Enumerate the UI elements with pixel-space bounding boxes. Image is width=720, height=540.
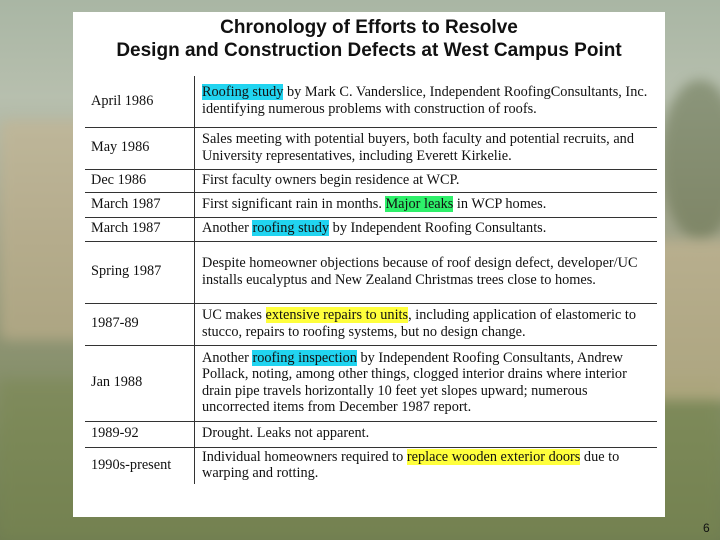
table-row [85, 192, 657, 217]
row-date: 1987-89 [85, 303, 195, 345]
row-description [195, 169, 658, 192]
description-text: Despite homeowner objections because of roof design defect, developer/UC installs eucalyptus and New Zealand Christmas trees close to homes. [202, 255, 638, 288]
description-text: by Independent Roofing Consultants. [329, 220, 547, 237]
row-description [195, 241, 658, 303]
table-row [85, 76, 657, 127]
row-description [195, 217, 658, 241]
description-text: UC makes [202, 307, 266, 323]
row-date: 1990s-present [85, 447, 195, 484]
highlighted-text: Major leaks [385, 195, 454, 212]
description-text: Sales meeting with potential buyers, both faculty and potential recruits, and University representatives, including Everett Kirkelie. [202, 131, 634, 164]
highlighted-text: roofing inspection [252, 349, 357, 366]
row-description [195, 127, 658, 169]
table-row [85, 447, 657, 484]
row-description [195, 447, 658, 484]
table-row [85, 345, 657, 421]
description-text: First significant rain in months. [202, 195, 386, 212]
row-date: April 1986 [85, 76, 195, 127]
description-text: First faculty owners begin residence at WCP. [202, 171, 460, 188]
highlighted-text: extensive repairs to units [265, 307, 409, 323]
description-text: , including application of elastomeric to stucco, repairs to roofing systems, but no design change. [202, 307, 636, 340]
title-line-2: Design and Construction Defects at West Campus Point [116, 40, 622, 61]
description-text: by Mark C. Vanderslice, Independent RoofingConsultants, Inc. identifying numerous problems with construction of roofs. [202, 84, 648, 117]
title-line-1: Chronology of Efforts to Resolve [220, 17, 518, 38]
highlighted-text: replace wooden exterior doors [406, 448, 581, 465]
description-text: by Independent Roofing Consultants, Andrew Pollack, noting, among other things, clogged interior drains where interior drain pipe travels horizontally 10 feet yet slopes upward; numerous uncorrected items from December 1987 report. [202, 349, 627, 415]
slide-title [73, 12, 665, 62]
row-description [195, 192, 658, 217]
description-text: Another [202, 220, 253, 237]
row-description [195, 345, 658, 421]
row-date: Dec 1986 [85, 169, 195, 192]
table-row [85, 303, 657, 345]
background-tree-right [660, 80, 720, 240]
row-description [195, 421, 658, 447]
row-date: March 1987 [85, 217, 195, 241]
highlighted-text: Roofing study [202, 84, 284, 101]
row-date: March 1987 [85, 192, 195, 217]
description-text: Drought. Leaks not apparent. [202, 425, 370, 442]
table-row [85, 241, 657, 303]
table-row [85, 421, 657, 447]
table-row [85, 169, 657, 192]
row-description [195, 303, 658, 345]
table-row [85, 217, 657, 241]
row-description [195, 76, 658, 127]
row-date: Spring 1987 [85, 241, 195, 303]
row-date: Jan 1988 [85, 345, 195, 421]
page-number: 6 [703, 521, 710, 535]
slide-panel [73, 12, 665, 517]
table-row [85, 127, 657, 169]
description-text: Individual homeowners required to [202, 448, 407, 465]
description-text: in WCP homes. [453, 195, 547, 212]
description-text: due to warping and rotting. [202, 448, 620, 481]
chronology-table [85, 76, 657, 484]
description-text: Another [202, 349, 253, 366]
row-date: May 1986 [85, 127, 195, 169]
highlighted-text: roofing study [252, 220, 330, 237]
row-date: 1989-92 [85, 421, 195, 447]
